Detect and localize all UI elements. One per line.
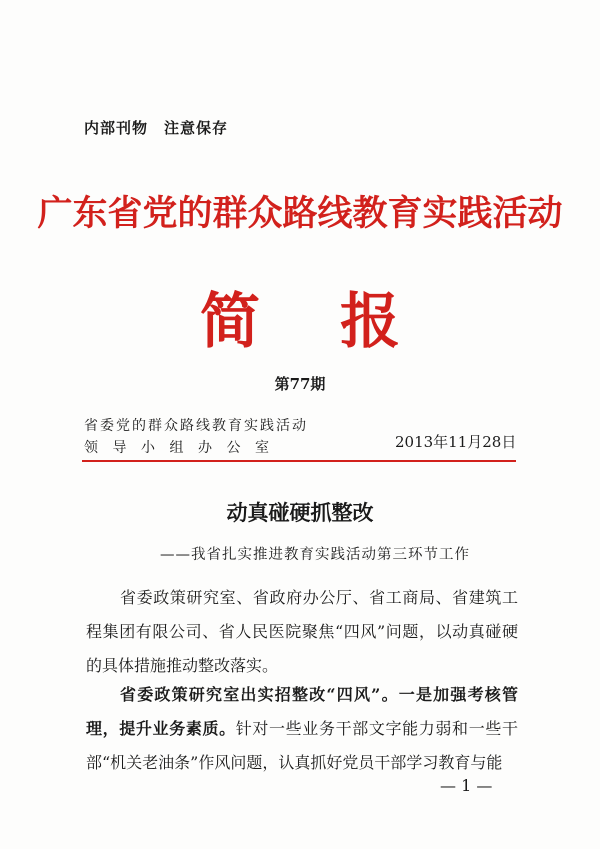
page-number: — 1 — (440, 776, 493, 795)
paragraph-2-text: 针对一些业务干部文字能力弱和一些干部“机关老油条”作风问题，认真抓好党员干部学习教育与能 (86, 719, 518, 772)
red-divider-line (82, 460, 516, 462)
publisher-line-2: 领导小组办公室 (84, 440, 284, 456)
article-headline: 动真碰硬抓整改 (226, 501, 374, 525)
publication-date: 2013年11月28日 (395, 433, 517, 451)
article-paragraph-2 (86, 678, 518, 780)
article-subhead: ——我省扎实推进教育实践活动第三环节工作 (160, 547, 470, 563)
issue-number: 第77期 (274, 375, 326, 393)
internal-notice: 内部刊物 注意保存 (84, 119, 229, 137)
article-paragraph-1: 省委政策研究室、省政府办公厅、省工商局、省建筑工程集团有限公司、省人民医院聚焦“四风”问题，以动真碰硬的具体措施推动整改落实。 (86, 588, 518, 675)
masthead-brief: 简报 (200, 287, 480, 357)
publisher-block (84, 415, 308, 459)
paragraph-2-lead: 省委政策研究室出实招整改“四风”。 (120, 685, 399, 704)
masthead-title: 广东省党的群众路线教育实践活动 (37, 193, 563, 234)
publisher-line-1: 省委党的群众路线教育实践活动 (84, 418, 308, 434)
paragraph-2-emphasis: 一是加强考核管理，提升业务素质。 (86, 685, 518, 738)
